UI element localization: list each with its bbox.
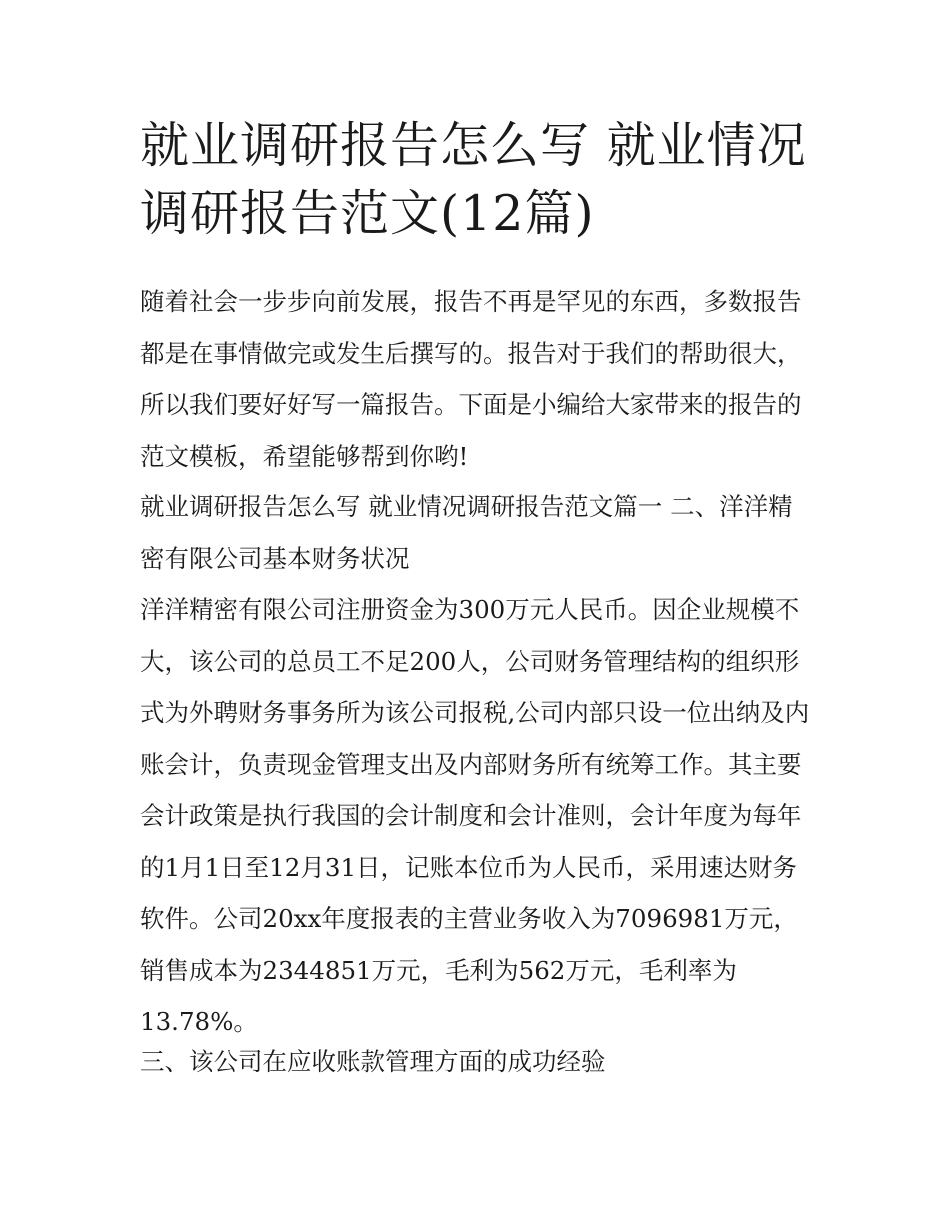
- financial-status-paragraph: 洋洋精密有限公司注册资金为300万元人民币。因企业规模不大，该公司的总员工不足200人，公司财务管理结构的组织形式为外聘财务事务所为该公司报税,公司内部只设一位出纳及内账会计，负责现金管理支出及内部财务所有统筹工作。其主要会计政策是执行我国的会计制度和会计准则，会计年度为每年的1月1日至12月31日，记账本位币为人民币，采用速达财务软件。公司20xx年度报表的主营业务收入为7096981万元，销售成本为2344851万元，毛利为562万元，毛利率为13.78%。: [140, 595, 810, 1036]
- section-heading-1: 就业调研报告怎么写 就业情况调研报告范文篇一 二、洋洋精密有限公司基本财务状况: [140, 492, 793, 573]
- intro-paragraph: 随着社会一步步向前发展，报告不再是罕见的东西，多数报告都是在事情做完或发生后撰写的。报告对于我们的帮助很大，所以我们要好好写一篇报告。下面是小编给大家带来的报告的范文模板，希望能够帮到你哟!: [140, 287, 802, 471]
- section-heading-2: 三、该公司在应收账款管理方面的成功经验: [140, 1047, 606, 1076]
- document-title: 就业调研报告怎么写 就业情况调研报告范文(12篇): [140, 117, 807, 242]
